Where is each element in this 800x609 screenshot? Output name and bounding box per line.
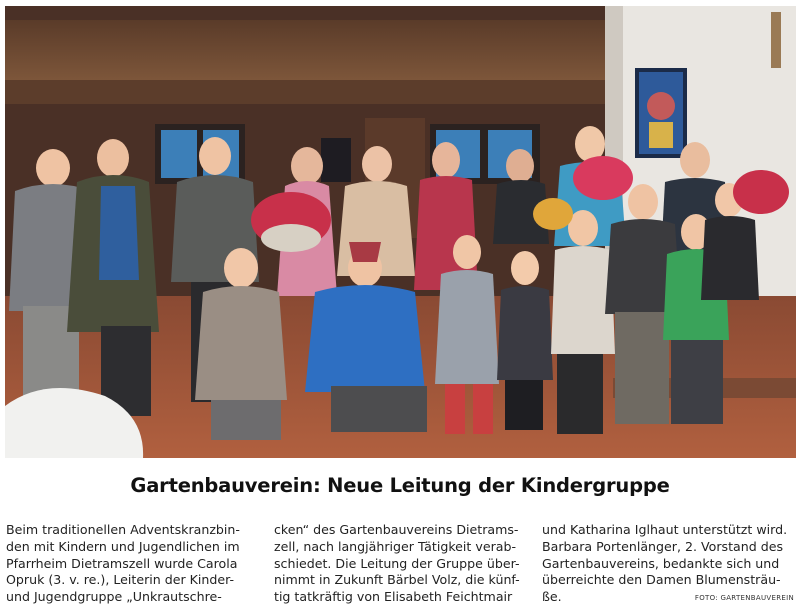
- article-column-2: cken“ des Gartenbauvereins Dietrams- zell, nach langjähriger Tätigkeit verab- schiedet. Die Leitung der Gruppe über- nimmt in Zukunft Bärbel Volz, die künf- tig tatkräftig von Elisabeth Feichtmair: [274, 522, 520, 605]
- photo-credit: FOTO: GARTENBAUVEREIN: [694, 594, 794, 602]
- stained-glass-panel: [635, 68, 687, 158]
- article-body: [6, 522, 796, 606]
- ceiling-beam: [5, 20, 615, 80]
- article-headline: Gartenbauverein: Neue Leitung der Kindergruppe: [130, 474, 670, 497]
- ceiling-beam-lower: [5, 80, 615, 104]
- article-column-1: Beim traditionellen Adventskranzbin- den mit Kindern und Jugendlichen im Pfarrheim Dietramszell wurde Carola Opruk (3. v. re.), Leiterin der Kinder- und Jugendgruppe „Unkrautschre-: [6, 522, 240, 605]
- article-column-3: und Katharina Iglhaut unterstützt wird. Barbara Portenlänger, 2. Vorstand des Gartenbauvereins, bedankte sich und überreichte den Damen Blumensträu- ße.: [542, 522, 788, 605]
- group-photo: [5, 6, 796, 458]
- picture-frame: [321, 138, 351, 182]
- wall-crucifix: [771, 12, 781, 68]
